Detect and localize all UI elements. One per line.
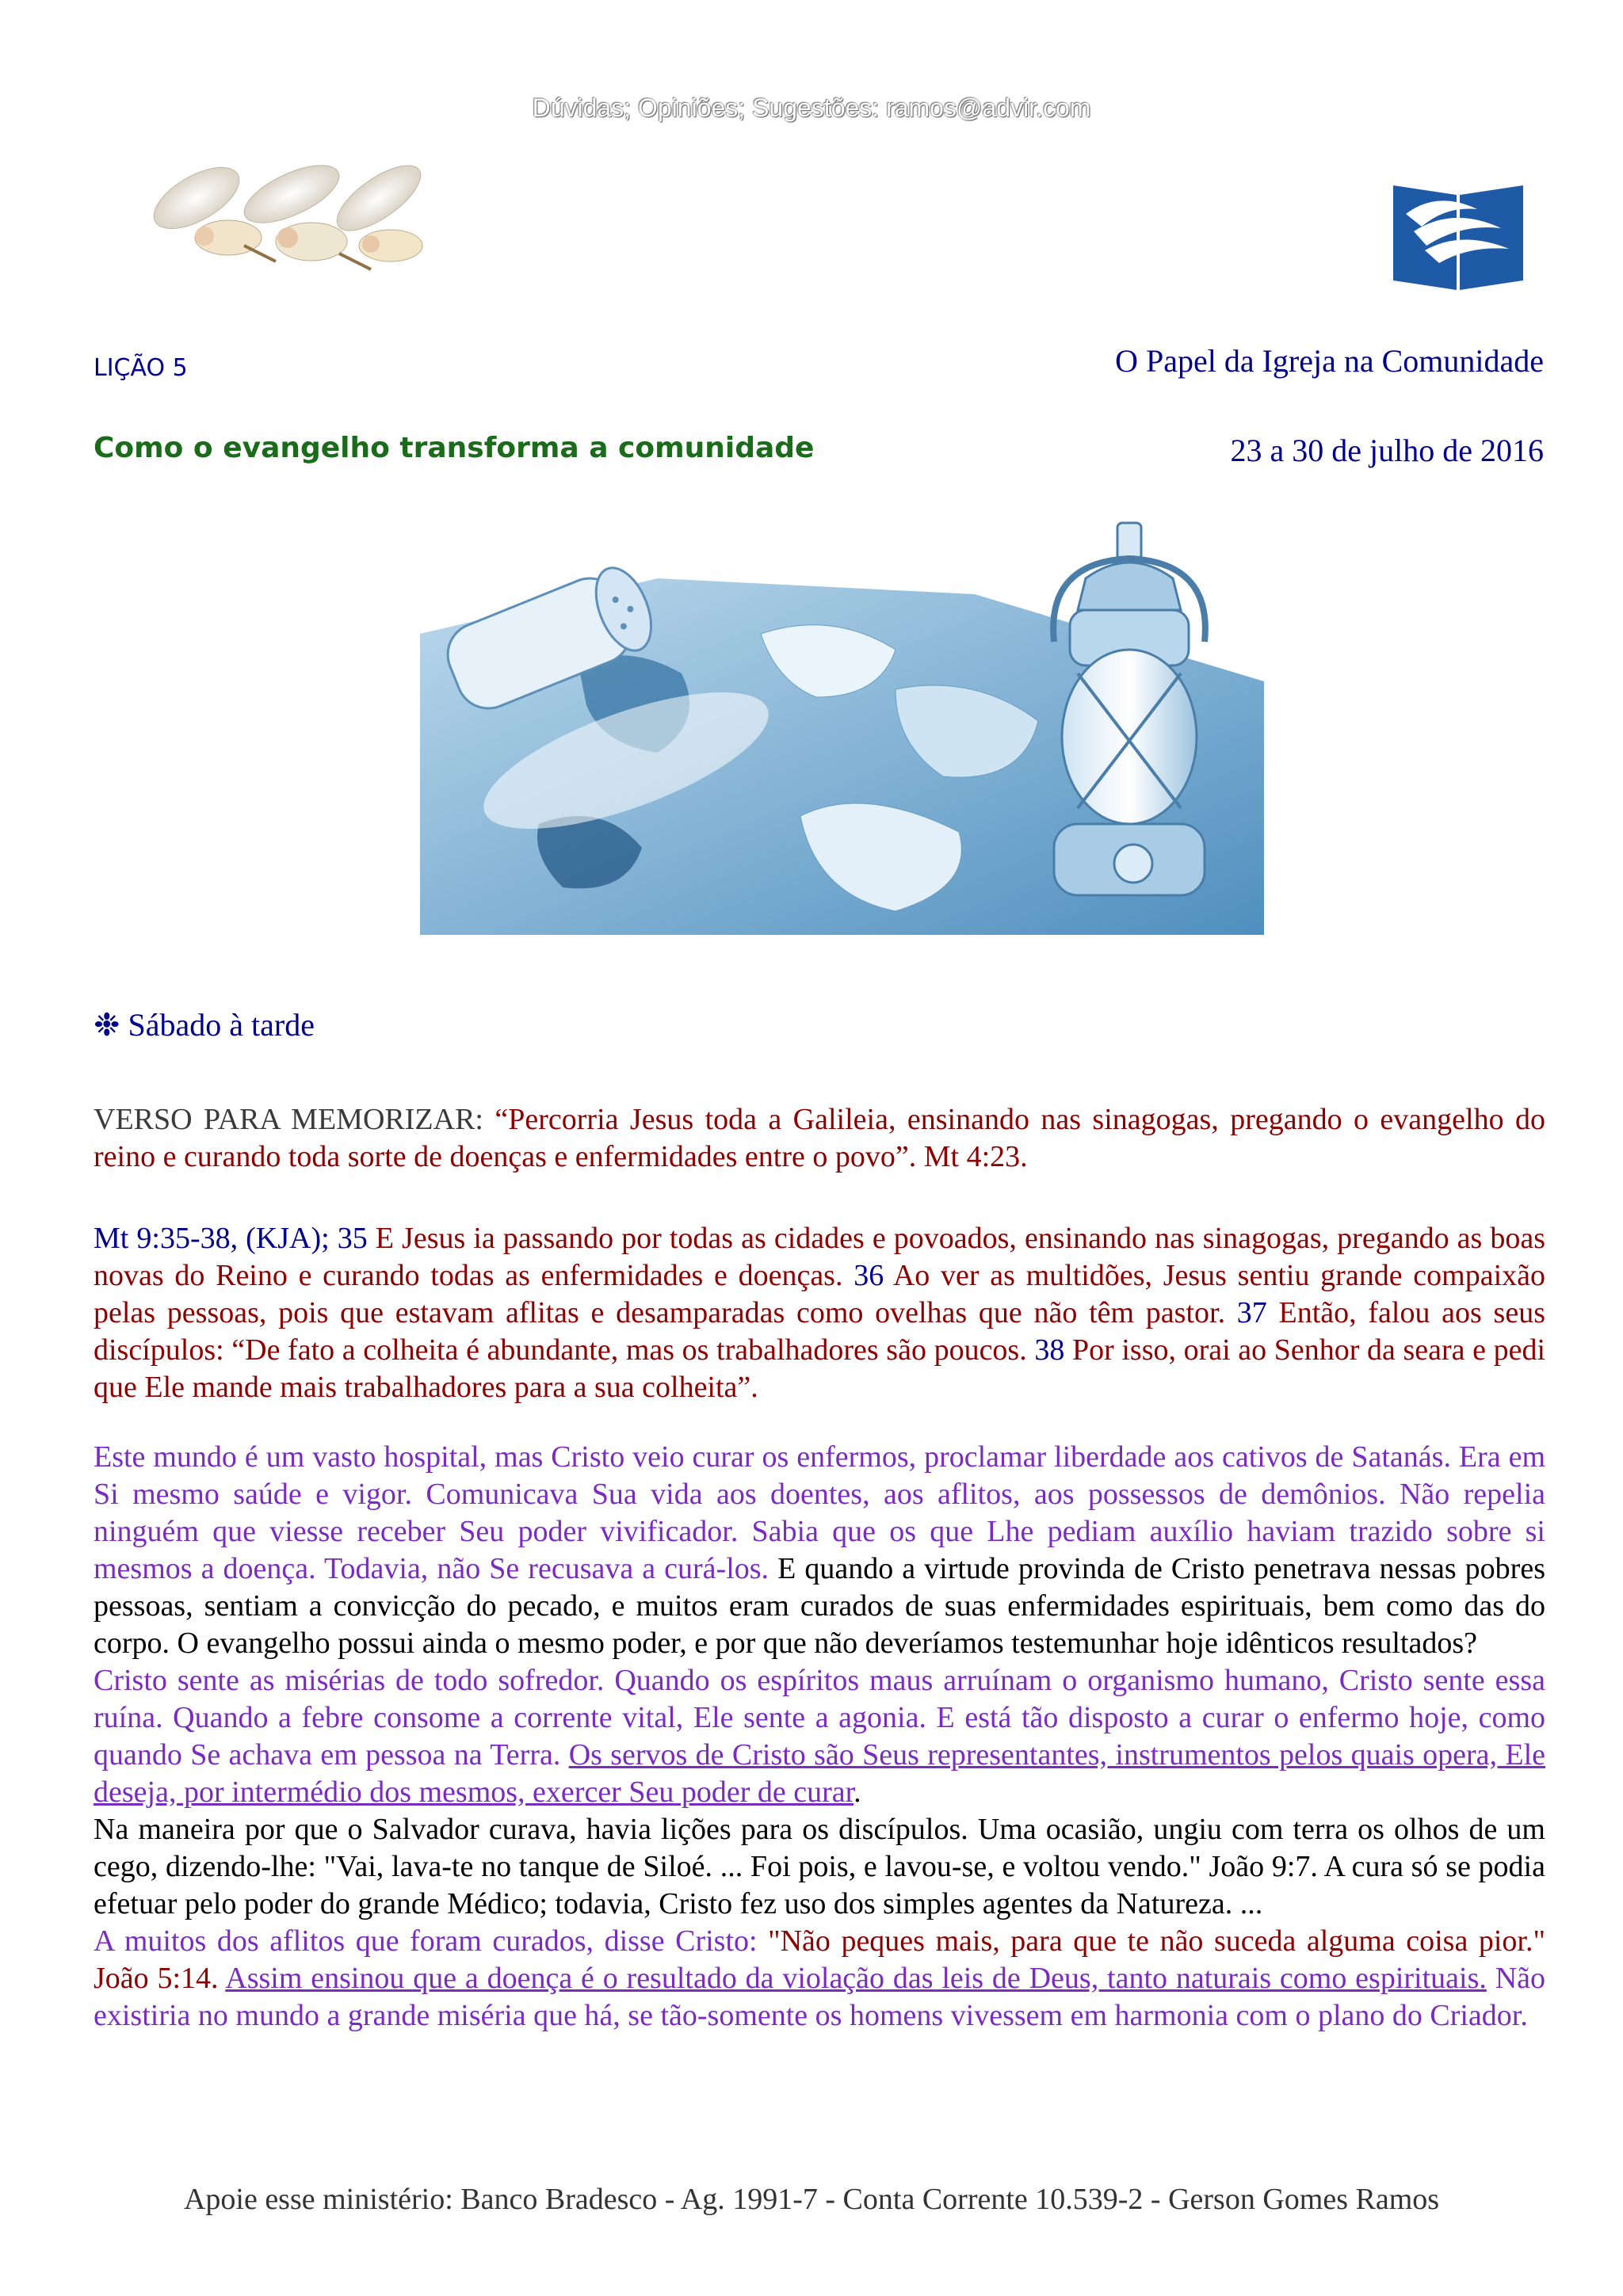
memory-verse — [94, 1101, 1545, 1176]
contact-line: Dúvidas; Opiniões; Sugestões: ramos@advir.com — [532, 93, 1091, 122]
commentary-p4-end: Não existiria no mundo a grande miséria que há, se tão-somente os homens vivessem em harmonia com o plano do Criador. — [94, 1962, 1546, 2032]
quarter-subject: O Papel da Igreja na Comunidade — [1115, 343, 1544, 379]
lesson-number: LIÇÃO 5 — [94, 354, 188, 382]
lesson-dates: 23 a 30 de julho de 2016 — [1230, 433, 1544, 468]
commentary-p1-purple: Este mundo é um vasto hospital, mas Cristo veio curar os enfermos, proclamar liberdade aos cativos de Satanás. Era em Si mesmo saúde e vigor. Comunicava Sua vida aos doentes, aos aflitos, aos possessos de demônios. Não repelia ninguém que viesse receber Seu poder vivificador. Sabia que os que Lhe pediam auxílio haviam trazido sobre si mesmos a doença. Todavia, não Se recusava a curá-los. — [94, 1440, 1545, 1585]
commentary-p2-underlined: Os servos de Cristo são Seus representantes, instrumentos pelos quais opera, Ele deseja, por intermédio dos mesmos, exercer Seu poder de curar — [94, 1738, 1545, 1809]
verse-36: Ao ver as multidões, Jesus sentiu grande compaixão pelas pessoas, pois que estavam aflitas e desamparadas como ovelhas que não têm pastor. — [94, 1259, 1546, 1329]
memory-verse-text: “Percorria Jesus toda a Galileia, ensinando nas sinagogas, pregando o evangelho do reino e curando toda sorte de doenças e enfermidades entre o povo”. Mt 4:23. — [94, 1103, 1545, 1173]
commentary-p4-intro: A muitos dos aflitos que foram curados, disse Cristo: — [94, 1924, 769, 1958]
verse-38-number: 38 — [1034, 1333, 1072, 1367]
verse-35: E Jesus ia passando por todas as cidades e povoados, ensinando nas sinagogas, pregando as boas novas do Reino e curando todas as enfermidades e doenças. — [94, 1222, 1545, 1292]
commentary — [94, 1439, 1545, 2035]
publisher-book-logo — [1390, 182, 1526, 293]
commentary-paragraph-2 — [94, 1662, 1545, 1811]
support-footer: Apoie esse ministério: Banco Bradesco - Ag. 1991-7 - Conta Corrente 10.539-2 - Gerson Gomes Ramos — [183, 2183, 1440, 2216]
reading-reference: Mt 9:35-38, (KJA); 35 — [94, 1222, 376, 1255]
lesson-title: Como o evangelho transforma a comunidade — [94, 432, 815, 464]
commentary-p2-period: . — [854, 1775, 861, 1809]
commentary-p4-quote: "Não peques mais, para que te não suceda alguma coisa pior." João 5:14. — [94, 1924, 1545, 1995]
commentary-p4-underlined: Assim ensinou que a doença é o resultado da violação das leis de Deus, tanto naturais como espirituais. — [225, 1962, 1487, 1995]
verse-37: Então, falou aos seus discípulos: “De fato a colheita é abundante, mas os trabalhadores são poucos. — [94, 1296, 1546, 1367]
memory-verse-label: VERSO PARA MEMORIZAR: — [94, 1103, 495, 1136]
commentary-paragraph-1 — [94, 1439, 1545, 1662]
scripture-reading — [94, 1220, 1545, 1406]
commentary-p2-text: Cristo sente as misérias de todo sofredor. Quando os espíritos maus arruínam o organismo humano, Cristo sente essa ruína. Quando a febre consome a corrente vital, Ele sente a agonia. E está tão disposto a curar o enfermo hoje, como quando Se achava em pessoa na Terra. — [94, 1664, 1545, 1772]
verse-36-number: 36 — [854, 1259, 893, 1292]
commentary-p1-black: E quando a virtude provinda de Cristo penetrava nessas pobres pessoas, sentiam a convicção do pecado, e muitos eram curados de suas enfermidades espirituais, bem como das do corpo. O evangelho possui ainda o mesmo poder, e por que não deveríamos testemunhar hoje idênticos resultados? — [94, 1552, 1545, 1660]
day-heading: ❉ Sábado à tarde — [94, 1007, 315, 1043]
verse-38: Por isso, orai ao Senhor da seara e pedi que Ele mande mais trabalhadores para a sua colheita”. — [94, 1333, 1546, 1404]
salt-shaker-lamp-map-illustration — [420, 515, 1264, 935]
verse-37-number: 37 — [1236, 1296, 1279, 1329]
commentary-paragraph-3: Na maneira por que o Salvador curava, havia lições para os discípulos. Uma ocasião, ungiu com terra os olhos de um cego, dizendo-lhe: "Vai, lava-te no tanque de Siloé. ... Foi pois, e lavou-se, e voltou vendo." João 9:7. A cura só se podia efetuar pelo poder do grande Médico; todavia, Cristo fez uso dos simples agentes da Natureza. ... — [94, 1813, 1545, 1920]
angels-illustration — [141, 151, 450, 289]
commentary-paragraph-4 — [94, 1923, 1545, 2035]
